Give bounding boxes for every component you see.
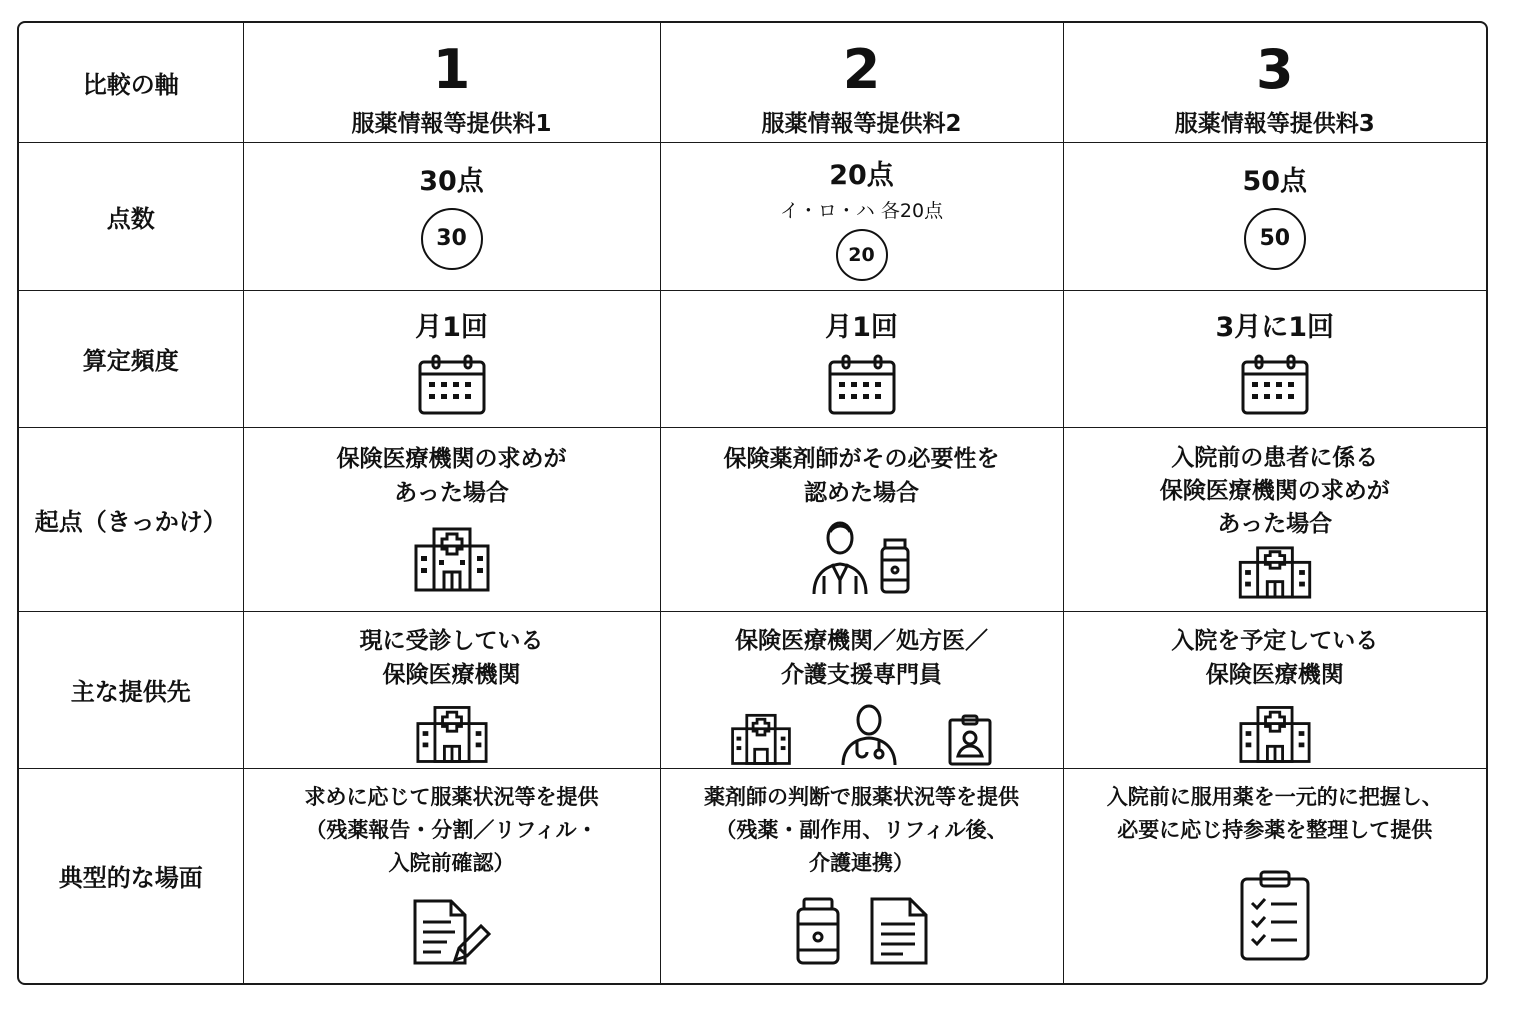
- column-number: 2: [842, 38, 881, 101]
- calendar-icon: [827, 354, 897, 416]
- document-pen-icon: [411, 898, 493, 966]
- points-cell-2: [660, 142, 1063, 290]
- id-badge-icon: [947, 714, 993, 766]
- points-value: 50点: [1242, 165, 1308, 197]
- points-cell-1: [243, 142, 660, 290]
- medicine-bottle-icon: [795, 896, 841, 966]
- cell-text-line: 薬剤師の判断で服薬状況等を提供: [704, 784, 1019, 809]
- cell-text-line: （残薬報告・分割／リフィル・: [305, 817, 598, 842]
- cell-text-line: 保険医療機関: [382, 661, 521, 688]
- points-row: [19, 142, 1486, 290]
- trigger-cell-2: [660, 427, 1063, 611]
- trigger-row: [19, 427, 1486, 611]
- header-col-1: [243, 23, 660, 142]
- column-name: 服薬情報等提供料1: [351, 111, 552, 137]
- cell-text-line: あった場合: [394, 479, 509, 506]
- trigger-cell-1: [243, 427, 660, 611]
- cell-text-line: 介護連携）: [809, 850, 914, 875]
- cell-text-line: 入院前の患者に係る: [1171, 444, 1379, 471]
- cell-text-line: 認めた場合: [804, 479, 919, 506]
- frequency-value: 3月に1回: [1215, 311, 1335, 343]
- hospital-icon: [731, 712, 791, 766]
- recipient-row: [19, 611, 1486, 768]
- calendar-icon: [417, 354, 487, 416]
- header-row: [19, 23, 1486, 142]
- recipient-cell-3: [1063, 611, 1486, 768]
- cell-text-line: 必要に応じ持参薬を整理して提供: [1117, 817, 1433, 842]
- cell-text-line: 入院を予定している: [1171, 627, 1379, 654]
- recipient-cell-1: [243, 611, 660, 768]
- clipboard-checklist-icon: [1239, 869, 1311, 961]
- column-name: 服薬情報等提供料2: [761, 111, 962, 137]
- calendar-icon: [1240, 354, 1310, 416]
- cell-text-line: 現に受診している: [359, 627, 544, 654]
- cell-text-line: 保険薬剤師がその必要性を: [723, 445, 1000, 472]
- scene-row: [19, 768, 1486, 983]
- cell-text-line: 入院前に服用薬を一元的に把握し、: [1106, 784, 1443, 809]
- cell-text-line: 求めに応じて服薬状況等を提供: [304, 784, 599, 809]
- frequency-value: 月1回: [415, 311, 488, 343]
- hospital-icon: [1239, 704, 1311, 764]
- hospital-icon: [1238, 545, 1312, 599]
- points-cell-3: [1063, 142, 1486, 290]
- header-col-3: [1063, 23, 1486, 142]
- comparison-table-frame: [17, 21, 1488, 985]
- column-number: 3: [1255, 38, 1294, 101]
- cell-text-line: 介護支援専門員: [781, 661, 942, 688]
- row-label-scene: 典型的な場面: [19, 768, 243, 983]
- pharmacist-with-bottle-icon: [812, 520, 912, 596]
- scene-cell-1: [243, 768, 660, 983]
- cell-text-line: 入院前確認）: [388, 850, 515, 875]
- doctor-icon: [839, 704, 899, 766]
- header-col-2: [660, 23, 1063, 142]
- cell-text-line: 保険医療機関: [1205, 661, 1344, 688]
- row-label-frequency: 算定頻度: [19, 290, 243, 427]
- scene-cell-3: [1063, 768, 1486, 983]
- row-label-trigger: 起点（きっかけ）: [19, 427, 243, 611]
- points-note: イ・ロ・ハ 各20点: [779, 199, 944, 222]
- scene-cell-2: [660, 768, 1063, 983]
- hospital-icon: [414, 526, 490, 592]
- axis-label: 比較の軸: [19, 23, 243, 142]
- frequency-row: [19, 290, 1486, 427]
- document-icon: [869, 896, 929, 966]
- cell-text-line: あった場合: [1217, 510, 1333, 537]
- cell-text-line: 保険医療機関の求めが: [1159, 477, 1390, 504]
- points-value: 20点: [829, 159, 894, 191]
- points-badge: 20: [836, 229, 888, 281]
- recipient-cell-2: [660, 611, 1063, 768]
- column-name: 服薬情報等提供料3: [1174, 111, 1375, 137]
- column-number: 1: [432, 38, 471, 101]
- frequency-cell-3: [1063, 290, 1486, 427]
- points-value: 30点: [419, 165, 484, 197]
- frequency-value: 月1回: [825, 311, 898, 343]
- points-badge: 30: [421, 208, 483, 270]
- points-badge: 50: [1244, 208, 1306, 270]
- trigger-cell-3: [1063, 427, 1486, 611]
- hospital-icon: [416, 704, 488, 764]
- row-label-recipient: 主な提供先: [19, 611, 243, 768]
- cell-text-line: 保険医療機関の求めが: [336, 445, 567, 472]
- comparison-table: [19, 23, 1486, 983]
- frequency-cell-2: [660, 290, 1063, 427]
- row-label-points: 点数: [19, 142, 243, 290]
- cell-text-line: 保険医療機関／処方医／: [735, 627, 988, 654]
- frequency-cell-1: [243, 290, 660, 427]
- cell-text-line: （残薬・副作用、リフィル後、: [715, 817, 1008, 842]
